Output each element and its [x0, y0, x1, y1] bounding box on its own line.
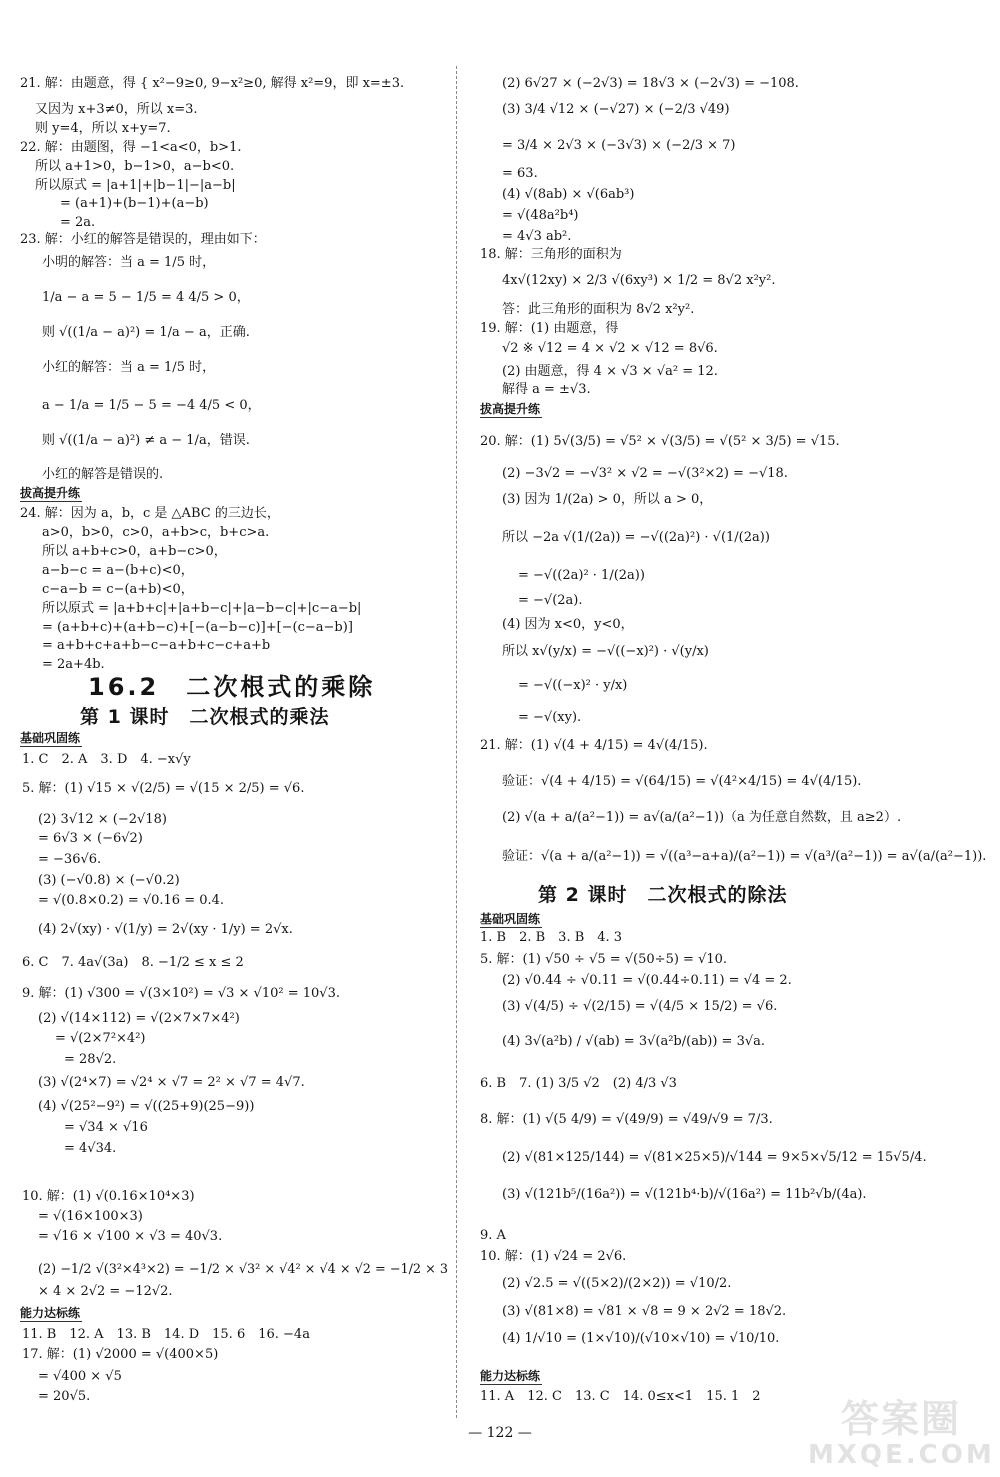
page-number: — 122 — — [468, 1425, 532, 1441]
answer-line: (4) √(25²−9²) = √((25+9)(25−9)) — [38, 1099, 255, 1114]
answer-line: 所以原式 = |a+1|+|b−1|−|a−b| — [35, 178, 236, 193]
answer-line: 验证：√(a + a/(a²−1)) = √((a³−a+a)/(a²−1)) = √(a³/(a²−1)) = a√(a/(a²−1)). — [502, 849, 987, 864]
answer-line: (3) (−√0.8) × (−√0.2) — [38, 873, 180, 888]
watermark-text: 答案圈 — [840, 1397, 961, 1441]
answer-line: 21. 解：由题意，得 { x²−9≥0, 9−x²≥0, 解得 x²=9，即 x=±3. — [20, 76, 405, 91]
answer-line: 5. 解：(1) √15 × √(2/5) = √(15 × 2/5) = √6. — [22, 781, 305, 796]
answer-line: (2) √0.44 ÷ √0.11 = √(0.44÷0.11) = √4 = 2. — [502, 973, 792, 988]
answer-line: 验证：√(4 + 4/15) = √(64/15) = √(4²×4/15) = 4√(4/15). — [502, 774, 862, 789]
answer-line: (2) −1/2 √(3²×4³×2) = −1/2 × √3² × √4² × √4 × √2 = −1/2 × 3 — [38, 1262, 449, 1277]
answer-line: = −36√6. — [38, 852, 102, 867]
answer-line: (2) √(14×112) = √(2×7×7×4²) — [38, 1011, 240, 1026]
answer-line: 4x√(12xy) × 2/3 √(6xy³) × 1/2 = 8√2 x²y². — [502, 273, 776, 288]
answer-line: × 4 × 2√2 = −12√2. — [38, 1284, 173, 1299]
answer-line: (3) √(121b⁵/(16a²)) = √(121b⁴·b)/√(16a²) = 11b²√b/(4a). — [502, 1187, 867, 1202]
section-label: 能力达标练 — [480, 1369, 541, 1383]
answer-line: 又因为 x+3≠0，所以 x=3. — [35, 102, 198, 117]
answer-line: (2) 3√12 × (−2√18) — [38, 812, 167, 827]
watermark-url: MXQE.COM — [808, 1440, 995, 1470]
answer-line: 9. 解：(1) √300 = √(3×10²) = √3 × √10² = 10√3. — [22, 986, 340, 1001]
answer-line: = a+b+c+a+b−c−a+b+c−c+a+b — [42, 638, 271, 653]
answer-line: (4) 2√(xy) · √(1/y) = 2√(xy · 1/y) = 2√x. — [38, 922, 293, 937]
answer-line: 则 √((1/a − a)²) = 1/a − a，正确. — [42, 325, 250, 340]
answer-line: 17. 解：(1) √2000 = √(400×5) — [22, 1347, 219, 1362]
answer-line: 24. 解：因为 a，b，c 是 △ABC 的三边长， — [20, 506, 280, 521]
answer-line: (3) 3/4 √12 × (−√27) × (−2/3 √49) — [502, 102, 730, 117]
answer-line: = 3/4 × 2√3 × (−3√3) × (−2/3 × 7) — [502, 138, 736, 153]
answer-line: = √400 × √5 — [38, 1369, 122, 1384]
answer-line: (2) −3√2 = −√3² × √2 = −√(3²×2) = −√18. — [502, 466, 788, 481]
answer-line: 小红的解答是错误的. — [42, 467, 164, 482]
answer-line: = 63. — [502, 166, 538, 181]
answer-line: = √(48a²b⁴) — [502, 208, 579, 223]
answer-line: a − 1/a = 1/5 − 5 = −4 4/5 < 0， — [42, 398, 261, 413]
answer-line: (2) √2.5 = √((5×2)/(2×2)) = √10/2. — [502, 1276, 732, 1291]
answer-line: c−a−b = c−(a+b)<0， — [42, 582, 194, 597]
section-heading: 16.2 二次根式的乘除 — [88, 673, 376, 701]
section-label: 拔高提升练 — [480, 402, 541, 416]
answer-line: 23. 解：小红的解答是错误的，理由如下： — [20, 232, 266, 247]
answer-line: (2) √(81×125/144) = √(81×25×5)/√144 = 9×5×√5/12 = 15√5/4. — [502, 1150, 927, 1165]
answer-line: = 2a+4b. — [42, 657, 105, 672]
lesson-heading: 第 1 课时 二次根式的乘法 — [80, 706, 330, 728]
answer-line: = √(2×7²×4²) — [55, 1031, 146, 1046]
answer-line: 所以 −2a √(1/(2a)) = −√((2a)²) · √(1/(2a)) — [502, 530, 770, 545]
answer-line: = 6√3 × (−6√2) — [38, 831, 143, 846]
answer-line: 11. A 12. C 13. C 14. 0≤x<1 15. 1 2 — [480, 1389, 761, 1404]
answer-line: a>0，b>0，c>0，a+b>c，b+c>a. — [42, 525, 270, 540]
answer-line: 小红的解答：当 a = 1/5 时， — [42, 360, 216, 375]
answer-line: (4) 1/√10 = (1×√10)/(√10×√10) = √10/10. — [502, 1331, 780, 1346]
answer-line: 10. 解：(1) √24 = 2√6. — [480, 1249, 627, 1264]
lesson-heading: 第 2 课时 二次根式的除法 — [538, 884, 788, 906]
answer-line: 所以原式 = |a+b+c|+|a+b−c|+|a−b−c|+|c−a−b| — [42, 601, 362, 616]
column-divider — [456, 66, 457, 1418]
answer-line: 小明的解答：当 a = 1/5 时， — [42, 255, 216, 270]
answer-line: = −√((2a)² · 1/(2a)) — [518, 568, 645, 583]
answer-line: 则 √((1/a − a)²) ≠ a − 1/a，错误. — [42, 433, 250, 448]
answer-line: = 28√2. — [64, 1052, 117, 1067]
answer-line: 9. A — [480, 1228, 506, 1243]
watermark-logo — [808, 1388, 994, 1474]
answer-line: √2 ※ √12 = 4 × √2 × √12 = 8√6. — [502, 341, 718, 356]
answer-line: (3) √(2⁴×7) = √2⁴ × √7 = 2² × √7 = 4√7. — [38, 1075, 305, 1090]
answer-line: (4) 3√(a²b) / √(ab) = 3√(a²b/(ab)) = 3√a. — [502, 1034, 766, 1049]
answer-line: 1. C 2. A 3. D 4. −x√y — [22, 752, 191, 767]
answer-line: = −√((−x)² · y/x) — [518, 678, 628, 693]
answer-line: 8. 解：(1) √(5 4/9) = √(49/9) = √49/√9 = 7/3. — [480, 1112, 773, 1127]
answer-line: 答：此三角形的面积为 8√2 x²y². — [502, 302, 695, 317]
answer-line: (2) 由题意，得 4 × √3 × √a² = 12. — [502, 364, 718, 379]
answer-line: (2) 6√27 × (−2√3) = 18√3 × (−2√3) = −108. — [502, 76, 799, 91]
answer-line: 则 y=4，所以 x+y=7. — [35, 121, 171, 136]
answer-line: = −√(xy). — [518, 710, 582, 725]
answer-line: 19. 解：(1) 由题意，得 — [480, 321, 619, 336]
answer-line: 10. 解：(1) √(0.16×10⁴×3) — [22, 1189, 195, 1204]
answer-line: 20. 解：(1) 5√(3/5) = √5² × √(3/5) = √(5² × 3/5) = √15. — [480, 434, 840, 449]
answer-line: = −√(2a). — [518, 593, 583, 608]
answer-line: = 4√3 ab². — [502, 229, 572, 244]
answer-line: 5. 解：(1) √50 ÷ √5 = √(50÷5) = √10. — [480, 952, 728, 967]
answer-line: 1/a − a = 5 − 1/5 = 4 4/5 > 0， — [42, 290, 250, 305]
section-label: 能力达标练 — [20, 1306, 81, 1320]
answer-line: = √(16×100×3) — [38, 1209, 143, 1224]
answer-line: = 2a. — [60, 215, 96, 230]
answer-line: = 20√5. — [38, 1389, 91, 1404]
answer-line: (2) √(a + a/(a²−1)) = a√(a/(a²−1))（a 为任意自然数，且 a≥2）. — [502, 810, 902, 825]
section-label: 基础巩固练 — [480, 912, 541, 926]
answer-line: 所以 a+1>0，b−1>0，a−b<0. — [35, 159, 235, 174]
answer-line: 18. 解：三角形的面积为 — [480, 247, 622, 262]
answer-line: = 4√34. — [64, 1141, 117, 1156]
answer-line: 所以 x√(y/x) = −√((−x)²) · √(y/x) — [502, 644, 709, 659]
answer-line: (3) √(4/5) ÷ √(2/15) = √(4/5 × 15/2) = √6. — [502, 999, 778, 1014]
answer-line: 11. B 12. A 13. B 14. D 15. 6 16. −4a — [22, 1327, 310, 1342]
answer-line: (4) √(8ab) × √(6ab³) — [502, 187, 635, 202]
answer-line: 1. B 2. B 3. B 4. 3 — [480, 930, 623, 945]
section-label: 拔高提升练 — [20, 486, 81, 500]
section-label: 基础巩固练 — [20, 731, 81, 745]
answer-line: 解得 a = ±√3. — [502, 382, 591, 397]
answer-line: = (a+1)+(b−1)+(a−b) — [60, 196, 209, 211]
answer-line: 6. B 7. (1) 3/5 √2 (2) 4/3 √3 — [480, 1076, 677, 1091]
answer-line: (3) 因为 1/(2a) > 0，所以 a > 0， — [502, 492, 713, 507]
answer-line: = √34 × √16 — [64, 1120, 148, 1135]
answer-line: = √(0.8×0.2) = √0.16 = 0.4. — [38, 893, 225, 908]
answer-line: (4) 因为 x<0，y<0， — [502, 617, 634, 632]
answer-line: 22. 解：由题图，得 −1<a<0，b>1. — [20, 140, 242, 155]
answer-line: a−b−c = a−(b+c)<0， — [42, 563, 194, 578]
answer-line: 所以 a+b+c>0，a+b−c>0， — [42, 544, 227, 559]
answer-line: = √16 × √100 × √3 = 40√3. — [38, 1229, 223, 1244]
answer-line: = (a+b+c)+(a+b−c)+[−(a−b−c)]+[−(c−a−b)] — [42, 620, 353, 635]
answer-line: 21. 解：(1) √(4 + 4/15) = 4√(4/15). — [480, 738, 708, 753]
answer-line: 6. C 7. 4a√(3a) 8. −1/2 ≤ x ≤ 2 — [22, 955, 244, 970]
answer-line: (3) √(81×8) = √81 × √8 = 9 × 2√2 = 18√2. — [502, 1304, 787, 1319]
